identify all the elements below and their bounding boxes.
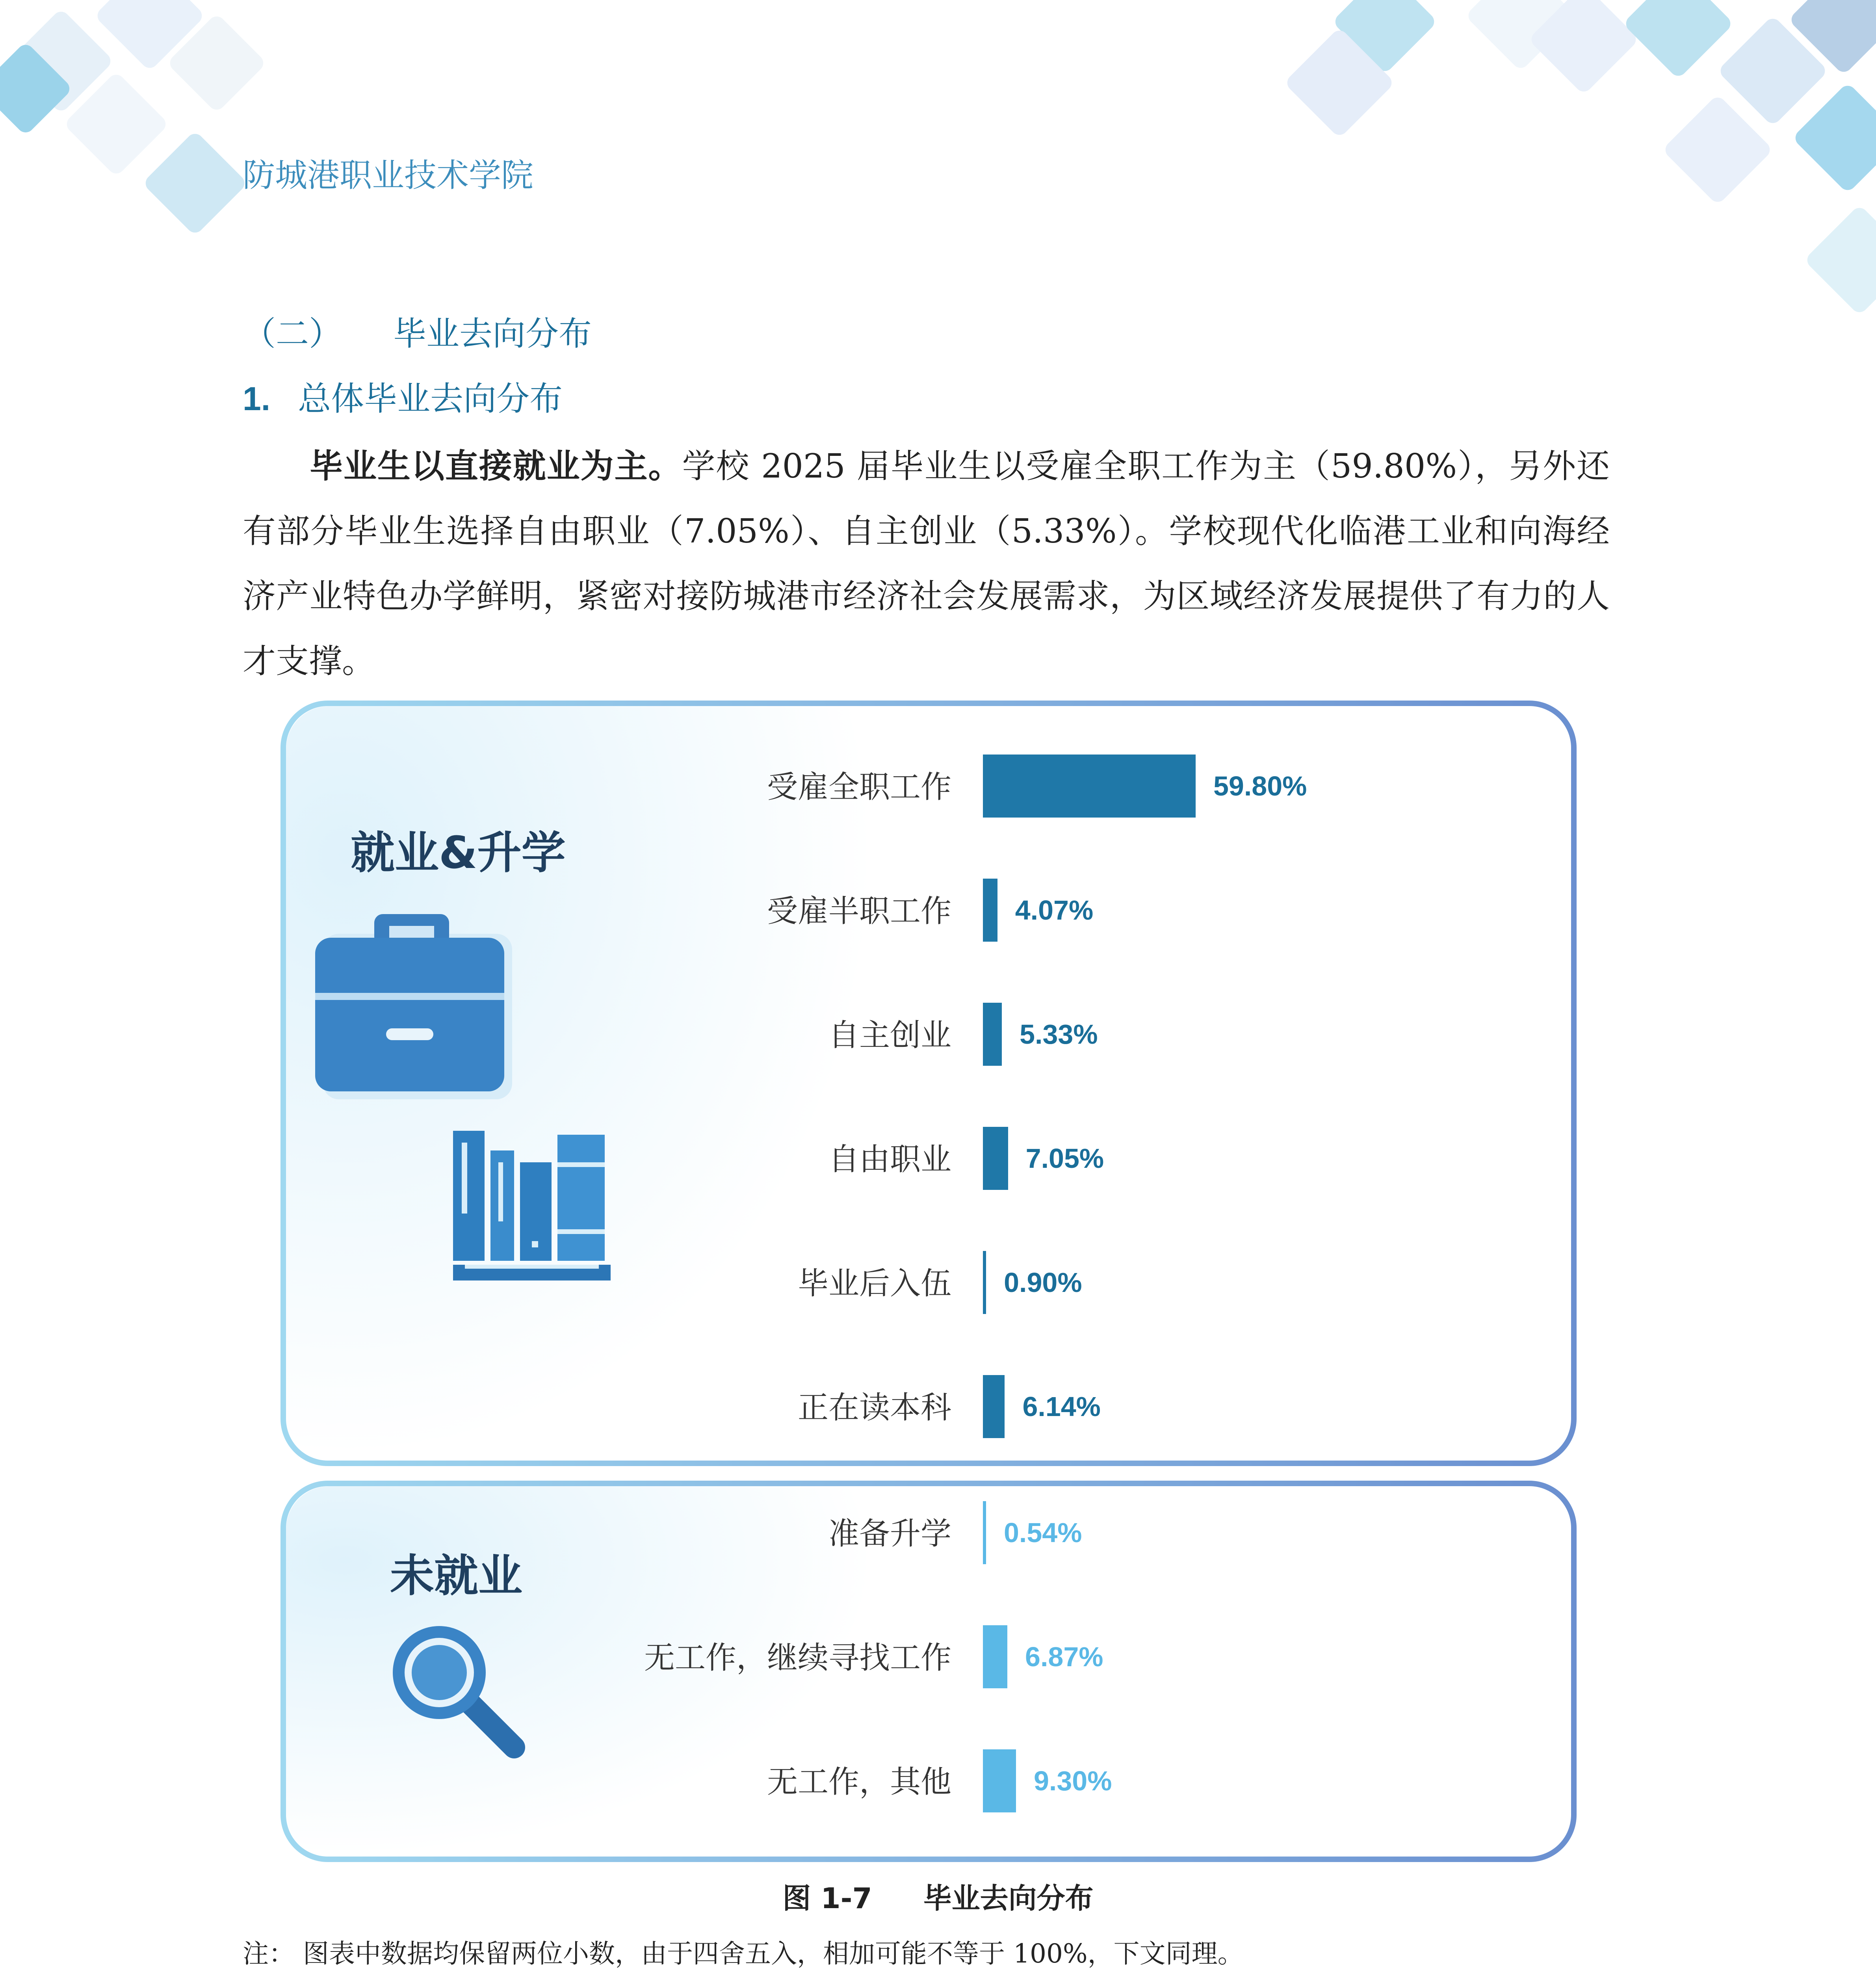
employed-panel-title: 就业&升学 <box>351 827 566 879</box>
chart-data-label: 0.90% <box>1004 1267 1082 1298</box>
chart-bar <box>983 1749 1016 1812</box>
unemployed-panel-title: 未就业 <box>390 1550 522 1602</box>
figure-title: 毕业去向分布 <box>923 1882 1094 1915</box>
chart-bar <box>983 1003 1002 1066</box>
chart-category-label: 准备升学 <box>828 1516 951 1552</box>
figure-caption <box>0 1875 1876 1916</box>
chart-data-label: 6.14% <box>1022 1391 1101 1422</box>
paragraph-lead: 毕业生以直接就业为主。 <box>309 446 682 485</box>
section-title: 毕业去向分布 <box>393 314 592 353</box>
chart-data-label: 7.05% <box>1025 1143 1104 1174</box>
chart-data-label: 59.80% <box>1213 771 1307 801</box>
paragraph-body: 学校 2025 届毕业生以受雇全职工作为主（59.80%），另外还有部分毕业生选择自由职业（7.05%）、自主创业（5.33%）。学校现代化临港工业和向海经济产业特色办学鲜明，紧密对接防城港市经济社会发展需求，为区域经济发展提供了有力的人才支撑。 <box>243 447 1610 680</box>
briefcase-icon <box>311 914 520 1099</box>
chart-data-label: 0.54% <box>1004 1517 1082 1548</box>
header-school-name: 防城港职业技术学院 <box>243 157 534 194</box>
chart-bar <box>983 1375 1005 1438</box>
chart-bar <box>983 1251 986 1314</box>
chart-data-label: 4.07% <box>1015 895 1094 926</box>
chart-category-label: 正在读本科 <box>797 1390 951 1425</box>
table-note: 注： 图表中数据均保留两位小数，由于四舍五入，相加可能不等于 100%，下文同理。 <box>243 1938 1244 1969</box>
chart-category-label: 无工作，其他 <box>767 1764 951 1800</box>
subsection-title: 总体毕业去向分布 <box>298 379 563 418</box>
chart-category-label: 受雇全职工作 <box>767 769 951 805</box>
chart-bar <box>983 1625 1007 1688</box>
chart-bar <box>983 1501 986 1564</box>
subsection-heading <box>243 372 563 420</box>
section-heading <box>243 307 592 355</box>
chart-category-label: 毕业后入伍 <box>797 1266 951 1301</box>
magnifier-icon <box>388 1621 530 1763</box>
chart-bar <box>983 879 997 942</box>
chart-data-label: 9.30% <box>1033 1766 1112 1796</box>
section-number: （二） <box>243 314 342 353</box>
chart-data-label: 5.33% <box>1020 1019 1098 1050</box>
figure-number: 图 1-7 <box>782 1882 872 1915</box>
chart-category-label: 受雇半职工作 <box>767 894 951 929</box>
chart-category-label: 无工作，继续寻找工作 <box>644 1640 951 1676</box>
body-paragraph <box>243 433 1610 694</box>
chart-category-label: 自主创业 <box>828 1018 951 1053</box>
chart-category-label: 自由职业 <box>828 1142 951 1177</box>
chart-bar <box>983 755 1196 818</box>
chart-data-label: 6.87% <box>1025 1641 1103 1672</box>
chart-bar <box>983 1127 1008 1190</box>
subsection-number: 1. <box>243 380 271 417</box>
